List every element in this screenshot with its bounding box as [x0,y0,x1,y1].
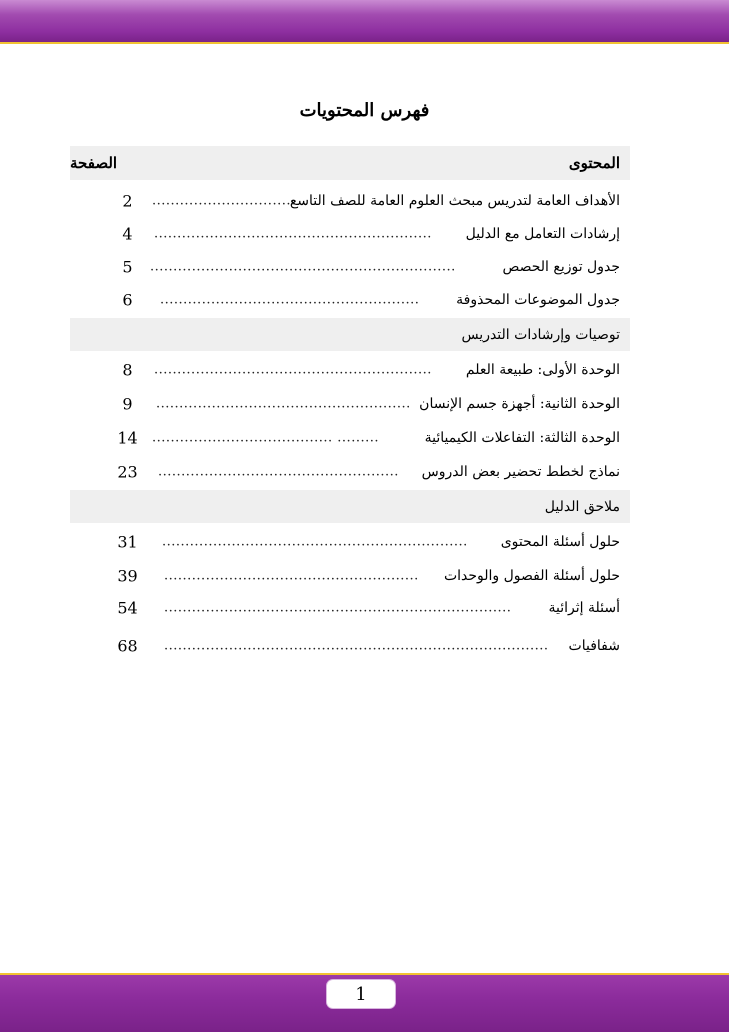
page-title: فهرس المحتويات [299,100,430,121]
toc-entry-title: الوحدة الثانية: أجهزة جسم الإنسان [419,396,620,412]
toc-entry[interactable] [70,285,630,315]
toc-entry-page: 5 [122,257,133,277]
toc-entry-title: الأهداف العامة لتدريس مبحث العلوم العامة للصف التاسع [289,193,620,209]
toc-entry[interactable] [70,561,630,591]
toc-entry-leader-dots: ....................................................... [164,568,419,584]
toc-entry-title: شفافيات [568,638,620,654]
toc-entry-leader-dots: ........................................................ [160,292,420,308]
toc-entry[interactable] [70,631,630,661]
toc-entry[interactable] [70,252,630,282]
toc-entry-leader-dots: .................................................................. [162,534,468,550]
toc-entry-title: نماذج لخطط تحضير بعض الدروس [421,464,620,480]
toc-entry-page: 4 [122,224,133,244]
toc-entry[interactable] [70,186,630,216]
toc-section-heading[interactable] [70,318,630,351]
toc-entry-title: الوحدة الثالثة: التفاعلات الكيميائية [424,430,620,446]
content-column-header: المحتوى [568,154,620,172]
toc-entry-title: جدول الموضوعات المحذوفة [456,292,620,308]
toc-entry-page: 9 [122,394,133,414]
toc-entry[interactable] [70,527,630,557]
table-header-row [70,146,630,180]
toc-entry-page: 8 [122,360,133,380]
toc-entry-page: 31 [117,532,138,552]
toc-entry-title: حلول أسئلة المحتوى [500,534,620,550]
page-number: 1 [327,980,395,1008]
toc-entry-title: الوحدة الأولى: طبيعة العلم [465,362,620,378]
toc-entry-page: 23 [117,462,138,482]
page-column-header: الصفحة [70,154,118,172]
top-decorative-band [0,0,729,44]
toc-entry-title: جدول توزيع الحصص [502,259,620,275]
toc-entry-page: 39 [117,566,138,586]
toc-section-title: ملاحق الدليل [544,498,620,515]
toc-entry[interactable] [70,457,630,487]
toc-entry[interactable] [70,355,630,385]
toc-entry-page: 2 [122,191,133,211]
toc-entry-page: 68 [117,636,138,656]
toc-entry-title: إرشادات التعامل مع الدليل [465,226,620,242]
toc-entry-leader-dots: ....................................... ......... [152,430,379,446]
toc-entry[interactable] [70,593,630,623]
toc-section-title: توصيات وإرشادات التدريس [461,326,620,343]
toc-entry-leader-dots: ....................................................... [156,396,411,412]
toc-entry[interactable] [70,219,630,249]
toc-entry-leader-dots: ........................................................................... [164,600,512,616]
toc-entry-page: 14 [117,428,138,448]
toc-entry-leader-dots: .................................................................. [150,259,456,275]
toc-entry-leader-dots: .................................................... [158,464,399,480]
toc-entry-title: أسئلة إثرائية [548,600,620,616]
toc-entry-leader-dots: ............................................................ [154,362,432,378]
toc-entry-title: حلول أسئلة الفصول والوحدات [443,568,620,584]
toc-section-heading[interactable] [70,490,630,523]
toc-entry-page: 54 [117,598,138,618]
toc-entry-page: 6 [122,290,133,310]
toc-entry-leader-dots: ............................................................ [154,226,432,242]
toc-entry-leader-dots: ............................... [152,193,296,209]
toc-entry[interactable] [70,423,630,453]
toc-entry-leader-dots: ................................................................................... [164,638,549,654]
toc-entry[interactable] [70,389,630,419]
